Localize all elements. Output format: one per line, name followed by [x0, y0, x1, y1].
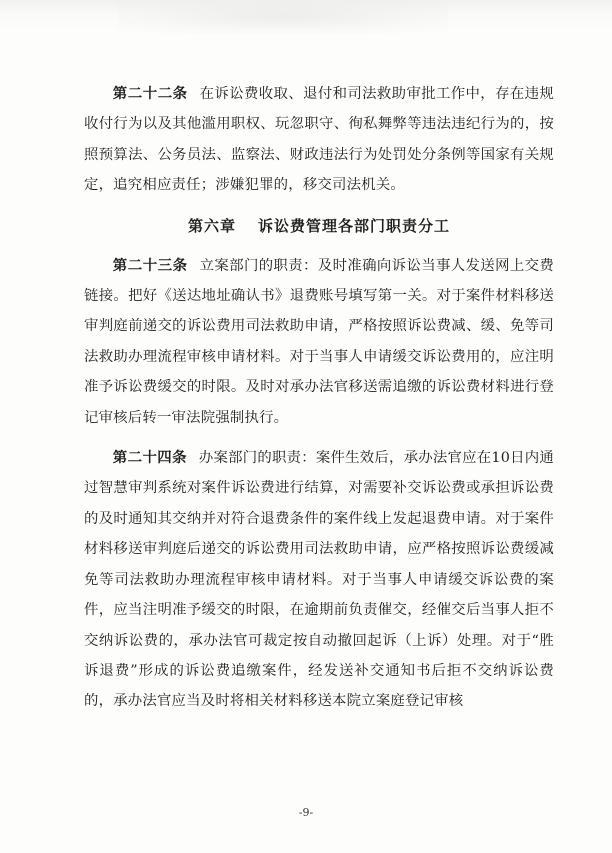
article-22-paragraph [84, 79, 554, 201]
document-body [84, 79, 554, 727]
article-22-label: 第二十二条 [112, 86, 188, 102]
chapter-6-number: 第六章 [187, 216, 236, 235]
article-24-paragraph [84, 443, 554, 717]
article-23-text: 立案部门的职责：及时准确向诉讼当事人发送网上交费链接。把好《送达地址确认书》退费账号填写第一关。对于案件材料移送审判庭前递交的诉讼费用司法救助申请，严格按照诉讼费减、缓、免等司法救助办理流程审核申请材料。对于当事人申请缓交诉讼费用的，应注明准予诉讼费缓交的时限。及时对承办法官移送需追缴的诉讼费材料进行登记审核后转一审法院强制执行。 [84, 257, 554, 426]
article-23-paragraph [84, 251, 554, 433]
scan-artifact [118, 0, 448, 34]
page-number: -9- [298, 806, 314, 819]
chapter-6-heading [84, 211, 554, 241]
article-22-text: 在诉讼费收取、退付和司法救助审批工作中，存在违规收付行为以及其他滥用职权、玩忽职守、徇私舞弊等违法违纪行为的，按照预算法、公务员法、监察法、财政违法行为处罚处分条例等国家有关规定，追究相应责任；涉嫌犯罪的，移交司法机关。 [84, 86, 554, 194]
article-23-label: 第二十三条 [112, 257, 188, 274]
article-24-text: 办案部门的职责：案件生效后，承办法官应在10日内通过智慧审判系统对案件诉讼费进行结算，对需要补交诉讼费或承担诉讼费的及时通知其交纳并对符合退费条件的案件线上发起退费申请。对于案件材料移送审判庭后递交的诉讼费用司法救助申请，应严格按照诉讼费缓减免等司法救助办理流程审核申请材料。对于当事人申请缓交诉讼费的案件，应当注明准予缓交的时限，在逾期前负责催交，经催交后当事人拒不交纳诉讼费的，承办法官可裁定按自动撤回起诉（上诉）处理。对于“胜诉退费”形成的诉讼费追缴案件，经发送补交通知书后拒不交纳诉讼费的，承办法官应当及时将相关材料移送本院立案庭登记审核 [84, 450, 554, 710]
chapter-6-title: 诉讼费管理各部门职责分工 [258, 216, 451, 235]
article-24-label: 第二十四条 [112, 450, 187, 467]
